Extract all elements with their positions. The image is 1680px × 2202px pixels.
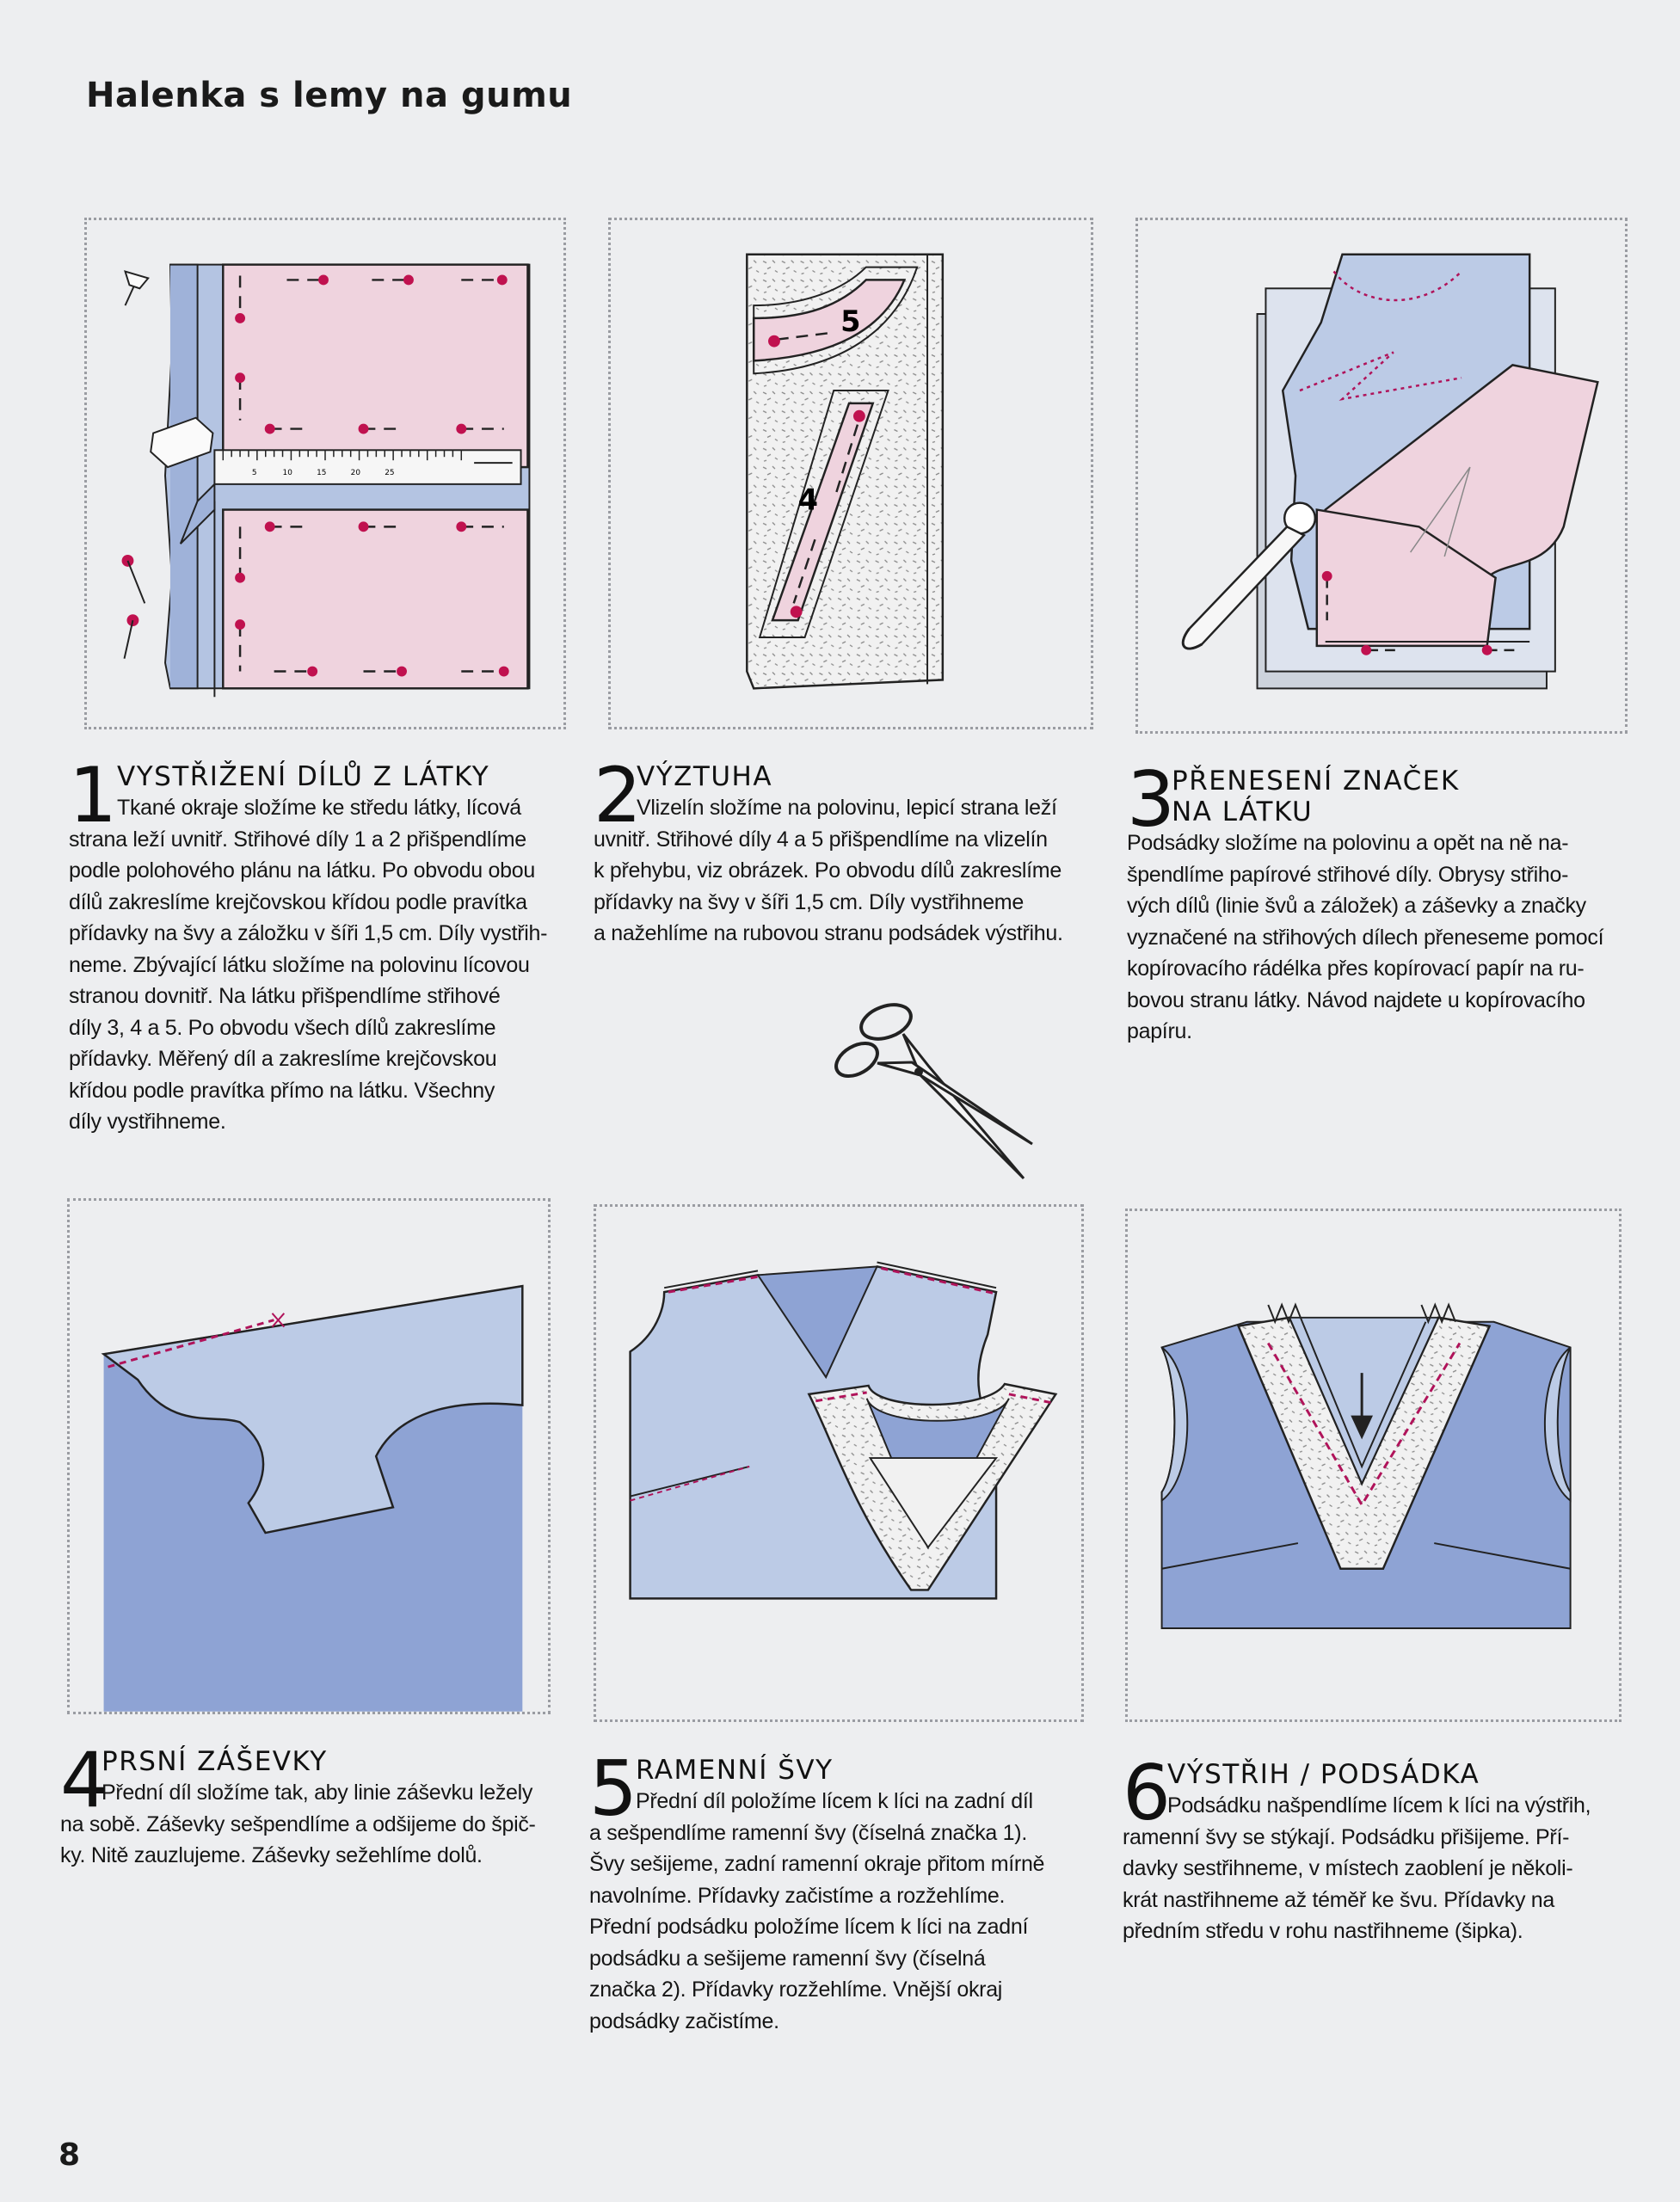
step-title: RAMENNÍ ŠVY: [636, 1755, 834, 1786]
step-line: špendlíme papírové střihové díly. Obrysy střiho-: [1127, 862, 1569, 887]
step-line: stranou dovnitř. Na látku přišpendlíme střihové: [69, 984, 501, 1008]
neckline-facing-drawing: [1128, 1211, 1619, 1719]
step-line: Přední podsádku položíme lícem k líci na zadní: [589, 1915, 1029, 1939]
illustration-step-6: [1125, 1209, 1622, 1722]
step-line: Tkané okraje složíme ke středu látky, lícová: [117, 796, 521, 820]
step-6: [1123, 1749, 1639, 1947]
step-line: díly 3, 4 a 5. Po obvodu všech dílů zakreslíme: [69, 1015, 496, 1040]
step-line: přídavky na švy a záložku v šíři 1,5 cm. Díly vystřih-: [69, 921, 548, 945]
step-title: PRSNÍ ZÁŠEVKY: [102, 1746, 328, 1777]
step-body: [60, 1777, 559, 1872]
step-line: Švy sešijeme, zadní ramenní okraje přitom mírně: [589, 1852, 1045, 1876]
step-number: 2: [594, 751, 642, 840]
step-number: 1: [69, 751, 117, 840]
ruler-tick-15: 15: [317, 468, 327, 477]
step-number: 3: [1127, 755, 1175, 844]
step-line: podle polohového plánu na látku. Po obvodu obou: [69, 858, 535, 883]
ruler-tick-10: 10: [282, 468, 292, 477]
step-title-line-2: NA LÁTKU: [1172, 797, 1314, 827]
step-title-line-1: PŘENESENÍ ZNAČEK: [1172, 766, 1460, 797]
step-line: papíru.: [1127, 1019, 1192, 1043]
step-title: VÝZTUHA: [637, 761, 773, 792]
step-line: Přední díl složíme tak, aby linie záševku ležely: [102, 1781, 533, 1805]
piece-label-4: 4: [797, 483, 819, 517]
page-title: Halenka s lemy na gumu: [86, 76, 573, 115]
step-line: a sešpendlíme ramenní švy (číselná značka 1).: [589, 1820, 1027, 1845]
ruler-tick-25: 25: [385, 468, 395, 477]
step-number: 6: [1123, 1749, 1171, 1837]
illustration-step-5: [594, 1204, 1084, 1722]
step-title: VÝSTŘIH / PODSÁDKA: [1167, 1759, 1480, 1790]
illustration-step-3: [1135, 218, 1628, 734]
step-line: Přední díl položíme lícem k líci na zadní díl: [636, 1789, 1033, 1813]
step-line: neme. Zbývající látku složíme na polovinu lícovou: [69, 952, 530, 977]
step-line: křídou podle pravítka přímo na látku. Všechny: [69, 1078, 495, 1103]
step-line: na sobě. Záševky sešpendlíme a odšijeme do špič-: [60, 1811, 536, 1836]
ruler-tick-20: 20: [350, 468, 361, 477]
step-line: podsádku a sešijeme ramenní švy (číselná: [589, 1946, 986, 1971]
step-line: uvnitř. Střihové díly 4 a 5 přišpendlíme na vlizelín: [594, 827, 1048, 852]
step-line: strana leží uvnitř. Střihové díly 1 a 2 přišpendlíme: [69, 827, 526, 852]
step-line: Podsádky složíme na polovinu a opět na ně na-: [1127, 831, 1569, 855]
step-5: [589, 1744, 1105, 2037]
step-line: a nažehlíme na rubovou stranu podsádek výstřihu.: [594, 921, 1063, 945]
step-line: krát nastřihneme až téměř ke švu. Přídavky na: [1123, 1887, 1554, 1912]
step-line: dílů zakreslíme krejčovskou křídou podle pravítka: [69, 889, 527, 914]
step-line: vyznačené na střihových dílech přeneseme pomocí: [1127, 925, 1604, 950]
step-4: [60, 1736, 559, 1872]
ruler-tick-5: 5: [251, 468, 257, 477]
step-line: Podsádku našpendlíme lícem k líci na výstřih,: [1167, 1793, 1591, 1818]
fabric-cutting-drawing: [87, 220, 563, 727]
step-line: vých dílů (linie švů a záložek) a záševky a značky: [1127, 894, 1586, 918]
step-body: [589, 1786, 1105, 2037]
step-number: 4: [60, 1736, 108, 1824]
page-number: 8: [58, 2137, 81, 2173]
step-line: kopírovacího rádélka přes kopírovací papír na ru-: [1127, 956, 1585, 981]
step-3: [1127, 755, 1643, 1048]
step-title: VYSTŘIŽENÍ DÍLŮ Z LÁTKY: [117, 761, 490, 792]
scissors-icon: [826, 998, 1049, 1187]
shoulder-seam-drawing: [596, 1207, 1081, 1719]
step-line: díly vystřihneme.: [69, 1110, 226, 1134]
piece-label-5: 5: [840, 304, 861, 338]
step-line: Vlizelín složíme na polovinu, lepicí strana leží: [637, 796, 1057, 820]
tracing-wheel-drawing: [1138, 220, 1625, 731]
illustration-step-2: [608, 218, 1093, 729]
step-line: k přehybu, viz obrázek. Po obvodu dílů zakreslíme: [594, 858, 1062, 883]
step-line: davky sestřihneme, v místech zaoblení je několi-: [1123, 1856, 1573, 1880]
step-body: [594, 792, 1110, 950]
step-line: navolníme. Přídavky začistíme a rozžehlíme.: [589, 1883, 1006, 1908]
step-number: 5: [589, 1744, 637, 1833]
step-line: přídavky na švy v šíři 1,5 cm. Díly vystřihneme: [594, 889, 1024, 914]
step-line: ramenní švy se stýkají. Podsádku přišijeme. Pří-: [1123, 1824, 1570, 1849]
step-line: ky. Nitě zauzlujeme. Záševky sežehlíme dolů.: [60, 1843, 483, 1867]
step-line: značka 2). Přídavky rozžehlíme. Vnější okraj: [589, 1977, 1003, 2002]
step-line: podsádky začistíme.: [589, 2008, 779, 2033]
step-line: bovou stranu látky. Návod najdete u kopírovacího: [1127, 987, 1585, 1012]
step-line: přídavky. Měřený díl a zakreslíme krejčovskou: [69, 1047, 497, 1071]
step-2: [594, 751, 1110, 950]
step-body: [1127, 827, 1643, 1048]
step-body: [1123, 1790, 1639, 1947]
interfacing-drawing: [611, 220, 1091, 727]
step-line: předním středu v rohu nastřihneme (šipka).: [1123, 1919, 1523, 1943]
illustration-step-1: [84, 218, 566, 729]
step-1: [69, 751, 551, 1138]
dart-drawing: [70, 1201, 548, 1712]
illustration-step-4: [67, 1198, 551, 1714]
step-body: [69, 792, 551, 1138]
